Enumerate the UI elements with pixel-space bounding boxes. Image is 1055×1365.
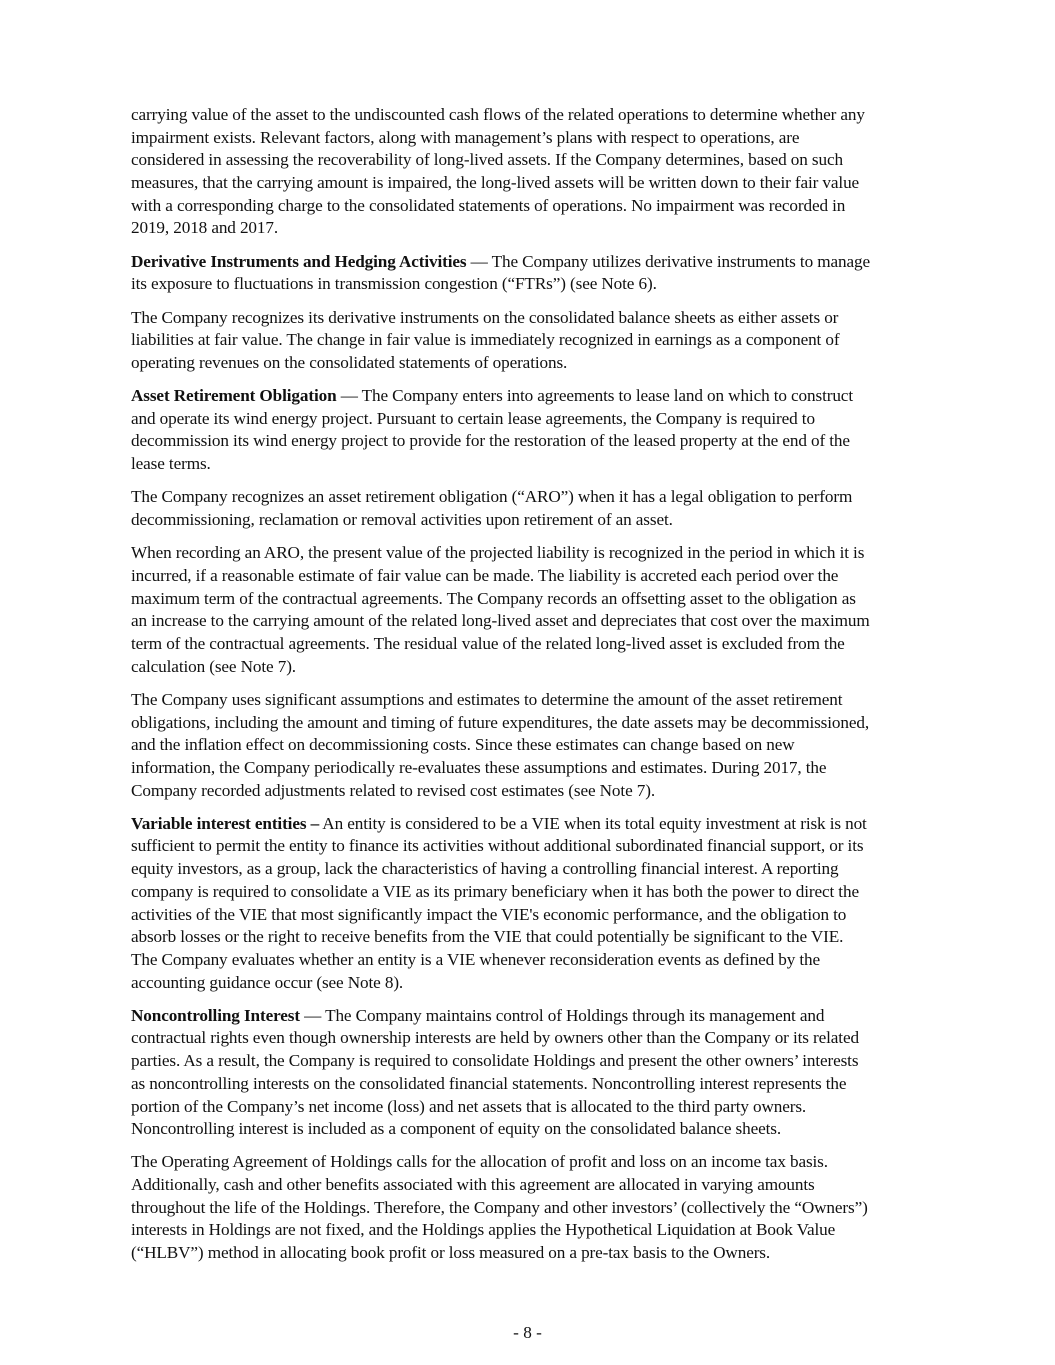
body-paragraph	[131, 1151, 991, 1264]
text-line: information, the Company periodically re-evaluates these assumptions and estimates. During 2017, the	[131, 757, 827, 777]
section-paragraph	[131, 813, 991, 995]
text-line: When recording an ARO, the present value of the projected liability is recognized in the period in which it is	[131, 543, 865, 563]
text-line: an increase to the carrying amount of the related long-lived asset and depreciates that cost over the maximum	[131, 611, 870, 631]
text-line: The Company recognizes an asset retirement obligation (“ARO”) when it has a legal obligation to perform	[131, 487, 853, 507]
text-line	[131, 813, 991, 836]
text-line: and operate its wind energy project. Pursuant to certain lease agreements, the Company is required to	[131, 408, 815, 428]
text-line: The Company recognizes its derivative instruments on the consolidated balance sheets as either assets or	[131, 307, 839, 327]
text-line: incurred, if a reasonable estimate of fair value can be made. The liability is accreted each period over the	[131, 565, 839, 585]
text-line: operating revenues on the consolidated statements of operations.	[131, 352, 568, 372]
section-heading: Derivative Instruments and Hedging Activities	[131, 251, 467, 271]
body-paragraph	[131, 104, 991, 240]
page-number: - 8 -	[513, 1323, 542, 1342]
text-line: sufficient to permit the entity to finance its activities without additional subordinated financial support, or its	[131, 836, 864, 856]
text-line: The Operating Agreement of Holdings calls for the allocation of profit and loss on an income tax basis.	[131, 1152, 828, 1172]
text-line: measures, that the carrying amount is impaired, the long-lived assets will be written down to their fair value	[131, 173, 860, 193]
text-line: decommissioning, reclamation or removal activities upon retirement of an asset.	[131, 510, 673, 529]
text-line: impairment exists. Relevant factors, along with management’s plans with respect to operations, are	[131, 127, 800, 147]
text-line: liabilities at fair value. The change in fair value is immediately recognized in earnings as a component of	[131, 330, 840, 350]
text-line: The Company uses significant assumptions and estimates to determine the amount of the asset retirement	[131, 689, 843, 709]
section-text: — The Company enters into agreements to lease land on which to construct	[336, 386, 853, 406]
text-line: with a corresponding charge to the consolidated statements of operations. No impairment was recorded in	[131, 195, 846, 215]
section-paragraph	[131, 385, 991, 476]
text-line: company is required to consolidate a VIE as its primary beneficiary when it has both the power to direct the	[131, 881, 859, 901]
text-line	[131, 1005, 991, 1028]
text-line: absorb losses or the right to receive benefits from the VIE that could potentially be significant to the VIE.	[131, 927, 844, 947]
section-heading: Asset Retirement Obligation	[131, 386, 337, 406]
text-line: throughout the life of the Holdings. Therefore, the Company and other investors’ (collectively the “Owners”)	[131, 1197, 868, 1217]
text-line: term of the contractual agreements. The residual value of the related long-lived asset is excluded from the	[131, 633, 845, 653]
text-line: activities of the VIE that most significantly impact the VIE's economic performance, and the obligation to	[131, 904, 847, 924]
text-line	[131, 385, 991, 408]
text-line: decommission its wind energy project to provide for the restoration of the leased property at the end of the	[131, 431, 850, 451]
text-line: portion of the Company’s net income (loss) and net assets that is allocated to the third party owners.	[131, 1096, 807, 1116]
section-paragraph	[131, 251, 991, 296]
body-paragraph	[131, 542, 991, 678]
text-line: The Company evaluates whether an entity is a VIE whenever reconsideration events as defined by the	[131, 949, 821, 969]
text-line: equity investors, as a group, lack the characteristics of having a controlling financial interest. A reporting	[131, 859, 839, 879]
text-line: as noncontrolling interests on the consolidated financial statements. Noncontrolling interest represents the	[131, 1073, 847, 1093]
text-line: 2019, 2018 and 2017.	[131, 218, 279, 238]
body-paragraph	[131, 307, 991, 375]
text-line: accounting guidance occur (see Note 8).	[131, 972, 404, 992]
body-paragraph	[131, 486, 991, 531]
document-body	[131, 104, 991, 1275]
section-heading: Noncontrolling Interest	[131, 1005, 300, 1025]
text-line: and the inflation effect on decommissioning costs. Since these estimates can change based on new	[131, 735, 795, 755]
text-line: maximum term of the contractual agreements. The Company records an offsetting asset to the obligation as	[131, 588, 856, 608]
text-line: lease terms.	[131, 454, 211, 474]
section-heading: Variable interest entities –	[131, 813, 320, 833]
text-line: contractual rights even though ownership interests are held by owners other than the Company or its related	[131, 1028, 859, 1048]
section-text: — The Company utilizes derivative instruments to manage	[466, 251, 870, 271]
section-paragraph	[131, 1005, 991, 1141]
body-paragraph	[131, 689, 991, 802]
text-line: (“HLBV”) method in allocating book profit or loss measured on a pre-tax basis to the Owners.	[131, 1243, 771, 1263]
text-line: obligations, including the amount and timing of future expenditures, the date assets may be decommissioned,	[131, 712, 869, 732]
text-line: calculation (see Note 7).	[131, 656, 296, 676]
text-line: considered in assessing the recoverability of long-lived assets. If the Company determines, based on such	[131, 150, 843, 170]
text-line	[131, 251, 991, 274]
text-line: carrying value of the asset to the undiscounted cash flows of the related operations to determine whether any	[131, 105, 865, 124]
text-line: Additionally, cash and other benefits associated with this agreement are allocated in varying amounts	[131, 1175, 815, 1195]
text-line: parties. As a result, the Company is required to consolidate Holdings and present the other owners’ interests	[131, 1051, 859, 1071]
text-line: its exposure to fluctuations in transmission congestion (“FTRs”) (see Note 6).	[131, 274, 657, 294]
section-text: An entity is considered to be a VIE when its total equity investment at risk is not	[319, 813, 867, 833]
text-line: interests in Holdings are not fixed, and the Holdings applies the Hypothetical Liquidation at Book Value	[131, 1220, 836, 1240]
text-line: Noncontrolling interest is included as a component of equity on the consolidated balance sheets.	[131, 1119, 782, 1139]
text-line: Company recorded adjustments related to revised cost estimates (see Note 7).	[131, 780, 656, 800]
section-text: — The Company maintains control of Holdings through its management and	[299, 1005, 825, 1025]
